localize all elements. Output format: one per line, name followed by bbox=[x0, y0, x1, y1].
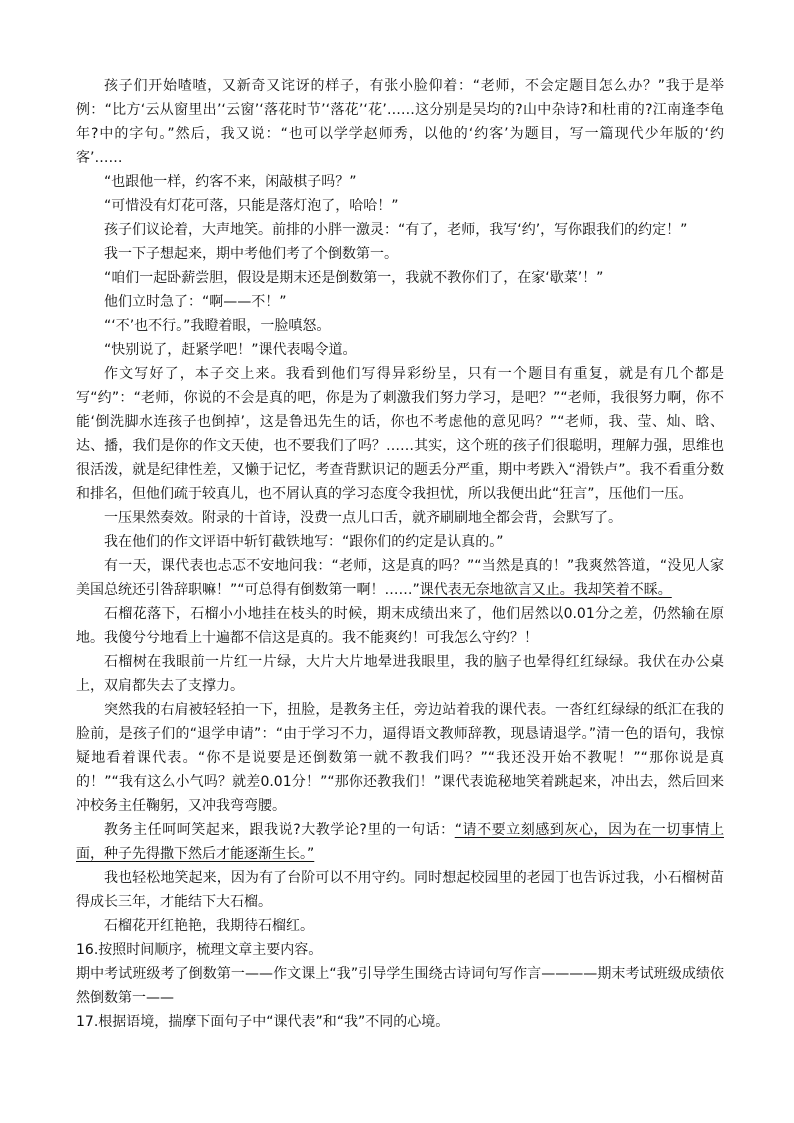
body-paragraph bbox=[76, 242, 724, 266]
paragraph-text: 期中考试班级考了倒数第一——作文课上“我”引导学生围绕古诗词句写作言————期末考试班级成绩依然倒数第一—— bbox=[76, 966, 724, 1006]
paragraph-text: “咱们一起卧薪尝胆，假设是期末还是倒数第一，我就不教你们了，在家‘歇菜’！” bbox=[104, 270, 604, 286]
body-paragraph bbox=[76, 194, 724, 218]
body-paragraph bbox=[76, 914, 724, 938]
body-paragraph bbox=[76, 650, 724, 698]
body-paragraph bbox=[76, 866, 724, 914]
body-paragraph bbox=[76, 266, 724, 290]
paragraph-text: 突然我的右肩被轻轻拍一下，扭脸，是教务主任，旁边站着我的课代表。一沓红红绿绿的纸汇在我的脸前，是孩子们的“退学申请”：“由于学习不力，逼得语文教师辞教，现恳请退学。”清一色的语句，我惊疑地看着课代表。“你不是说要是还倒数第一就不教我们吗？”“我还没开始不教呢！”“那你说是真的！”“我有这么小气吗？就差0.01分！”“那你还教我们！”课代表诡秘地笑着跳起来，冲出去，然后回来冲校务主任鞠躬，又冲我弯弯腰。 bbox=[76, 702, 724, 814]
paragraph-text: 石榴花落下，石榴小小地挂在枝头的时候，期末成绩出来了，他们居然以0.01分之差，仍然输在原地。我傻兮兮地看上十遍都不信这是真的。我不能爽约！可我怎么守约？！ bbox=[76, 606, 724, 646]
paragraph-text: 有一天，课代表也忐忑不安地问我：“老师，这是真的吗？”“当然是真的！”我爽然答道，“没见人家美国总统还引咎辞职嘛！”“可总得有倒数第一啊！……” bbox=[76, 558, 724, 598]
paragraph-text: 孩子们议论着，大声地笑。前排的小胖一激灵：“有了，老师，我写‘约’，写你跟我们的约定！” bbox=[104, 222, 688, 238]
paragraph-text: 我一下子想起来，期中考他们考了个倒数第一。 bbox=[104, 246, 398, 262]
underlined-sentence: “请不要立刻感到灰心，因为在一切事情上面，种子先得撒下然后才能逐渐生长。” bbox=[76, 822, 724, 862]
body-paragraph bbox=[76, 170, 724, 194]
body-paragraph bbox=[76, 338, 724, 362]
body-paragraph bbox=[76, 698, 724, 818]
paragraph-text: 我在他们的作文评语中斩钉截铁地写：“跟你们的约定是认真的。” bbox=[104, 534, 504, 550]
body-paragraph bbox=[76, 554, 724, 602]
question-line bbox=[76, 962, 724, 1010]
paragraph-text: 17.根据语境，揣摩下面句子中“课代表”和“我”不同的心境。 bbox=[76, 1014, 450, 1030]
paragraph-text: “可惜没有灯花可落，只能是落灯泡了，哈哈！” bbox=[104, 198, 399, 214]
body-paragraph bbox=[76, 290, 724, 314]
paragraph-text: 石榴树在我眼前一片红一片绿，大片大片地晕进我眼里，我的脑子也晕得红红绿绿。我伏在办公桌上，双肩都失去了支撑力。 bbox=[76, 654, 724, 694]
paragraph-text: “也跟他一样，约客不来，闲敲棋子吗？” bbox=[104, 174, 357, 190]
paragraph-text: “‘不’也不行。”我瞪着眼，一脸嗔怒。 bbox=[104, 318, 331, 334]
paragraph-text: 孩子们开始喳喳，又新奇又诧讶的样子，有张小脸仰着：“老师，不会定题目怎么办？”我于是举例：“比方‘云从窗里出’‘云窗’‘落花时节’‘落花’‘花’……这分别是吴均的?山中杂诗?和杜甫的?江南逢李龟年?中的字句。”然后，我又说：“也可以学学赵师秀，以他的‘约客’为题目，写一篇现代少年版的‘约客’…… bbox=[76, 78, 724, 166]
paragraph-text: 一压果然奏效。附录的十首诗，没费一点儿口舌，就齐刷刷地全都会背，会默写了。 bbox=[104, 510, 622, 526]
body-paragraph bbox=[76, 602, 724, 650]
paragraph-text: 我也轻松地笑起来，因为有了台阶可以不用守约。同时想起校园里的老园丁也告诉过我，小石榴树苗得成长三年，才能结下大石榴。 bbox=[76, 870, 724, 910]
paragraph-text: “快别说了，赶紧学吧！”课代表喝令道。 bbox=[104, 342, 357, 358]
body-paragraph bbox=[76, 530, 724, 554]
body-paragraph bbox=[76, 74, 724, 170]
body-paragraph bbox=[76, 506, 724, 530]
paragraph-text: 教务主任呵呵笑起来，跟我说?大教学论?里的一句话： bbox=[104, 822, 455, 838]
paragraph-text: 石榴花开红艳艳，我期待石榴红。 bbox=[104, 918, 314, 934]
body-paragraph bbox=[76, 314, 724, 338]
question-line bbox=[76, 1010, 724, 1034]
question-line bbox=[76, 938, 724, 962]
body-paragraph bbox=[76, 362, 724, 506]
body-paragraph bbox=[76, 218, 724, 242]
body-paragraph bbox=[76, 818, 724, 866]
paragraph-text: 16.按照时间顺序，梳理文章主要内容。 bbox=[76, 942, 323, 958]
document-body bbox=[76, 74, 724, 1034]
paragraph-text: 他们立时急了：“啊——不！” bbox=[104, 294, 287, 310]
underlined-sentence: 课代表无奈地欲言又止。我却笑着不睬。 bbox=[419, 582, 672, 598]
paragraph-text: 作文写好了，本子交上来。我看到他们写得异彩纷呈，只有一个题目有重复，就是有几个都是写“约”：“老师，你说的不会是真的吧，你是为了刺激我们努力学习，是吧？”“老师，我很努力啊，你不能‘倒洗脚水连孩子也倒掉’，这是鲁迅先生的话，你也不考虑他的意见吗？”“老师，我、莹、灿、晗、达、播，我们是你的作文天使，也不要我们了吗？……其实，这个班的孩子们很聪明，理解力强，思维也很活泼，就是纪律性差，又懒于记忆，考查背默识记的题丢分严重，期中考跌入“滑铁卢”。我不看重分数和排名，但他们疏于较真儿，也不屑认真的学习态度令我担忧，所以我便出此“狂言”，压他们一压。 bbox=[76, 366, 724, 502]
